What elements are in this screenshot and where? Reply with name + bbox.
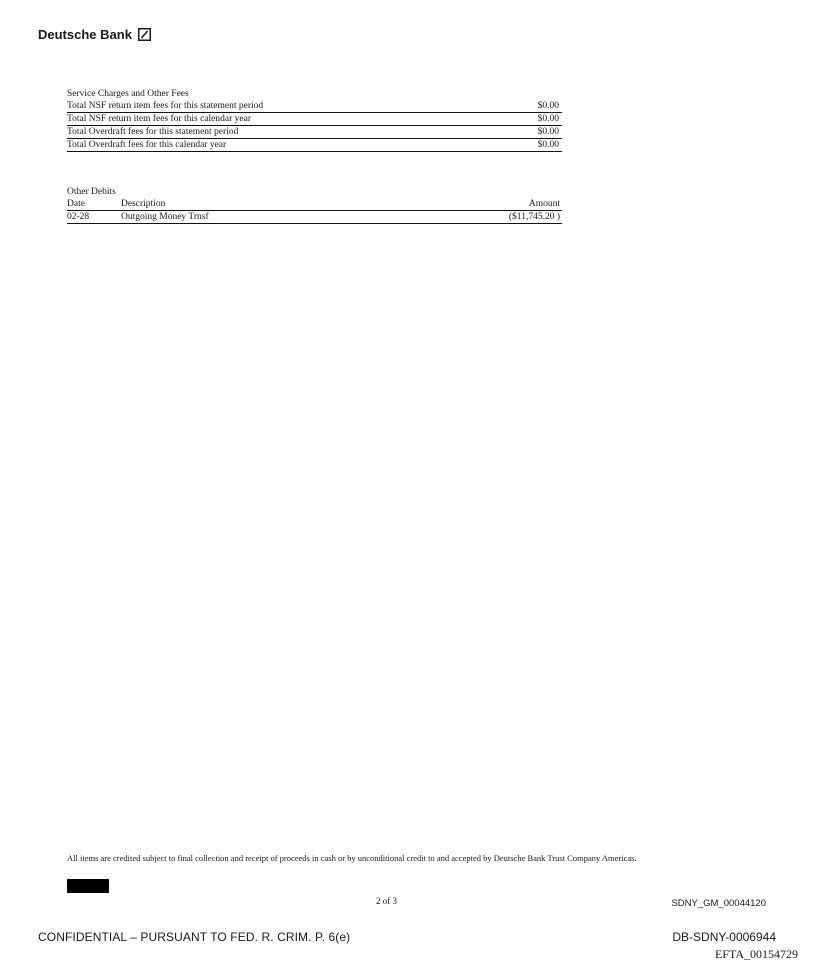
db-document-number: DB-SDNY-0006944	[672, 930, 776, 944]
fee-label: Total Overdraft fees for this calendar year	[67, 140, 227, 150]
fee-label: Total NSF return item fees for this calendar year	[67, 114, 251, 124]
fee-amount: $0.00	[537, 127, 559, 137]
service-charges-section	[67, 88, 562, 152]
date-column-header: Date	[67, 199, 85, 209]
fee-amount: $0.00	[537, 114, 559, 124]
redaction-block	[67, 879, 109, 893]
confidential-notice: CONFIDENTIAL – PURSUANT TO FED. R. CRIM. P. 6(e)	[38, 930, 351, 944]
fee-row	[67, 126, 562, 139]
amount-column-header: Amount	[528, 199, 560, 209]
debit-date: 02-28	[67, 212, 90, 222]
fee-amount: $0.00	[537, 140, 559, 150]
fee-row	[67, 139, 562, 152]
debit-row	[67, 211, 562, 224]
page-number: 2 of 3	[376, 896, 397, 906]
fee-row	[67, 113, 562, 126]
deutsche-bank-logo-icon	[138, 28, 151, 41]
debit-amount: ($11,745.20 )	[508, 212, 560, 222]
debits-header-row	[67, 198, 562, 211]
fee-amount: $0.00	[537, 101, 559, 111]
other-debits-title: Other Debits	[67, 187, 116, 197]
fee-label: Total NSF return item fees for this statement period	[67, 101, 264, 111]
bank-logo	[38, 27, 151, 42]
debit-description: Outgoing Money Trnsf	[121, 212, 209, 222]
other-debits-section	[67, 186, 562, 224]
efta-number: EFTA_00154729	[714, 947, 798, 961]
bank-name: Deutsche Bank	[38, 27, 132, 42]
fee-row	[67, 100, 562, 113]
description-column-header: Description	[121, 199, 166, 209]
bates-number: SDNY_GM_00044120	[671, 898, 766, 909]
service-charges-title: Service Charges and Other Fees	[67, 89, 189, 99]
fee-label: Total Overdraft fees for this statement period	[67, 127, 239, 137]
credit-disclaimer: All items are credited subject to final collection and receipt of proceeds in cash or by unconditional credit to and accepted by Deutsche Bank Trust Company Americas.	[67, 853, 637, 863]
